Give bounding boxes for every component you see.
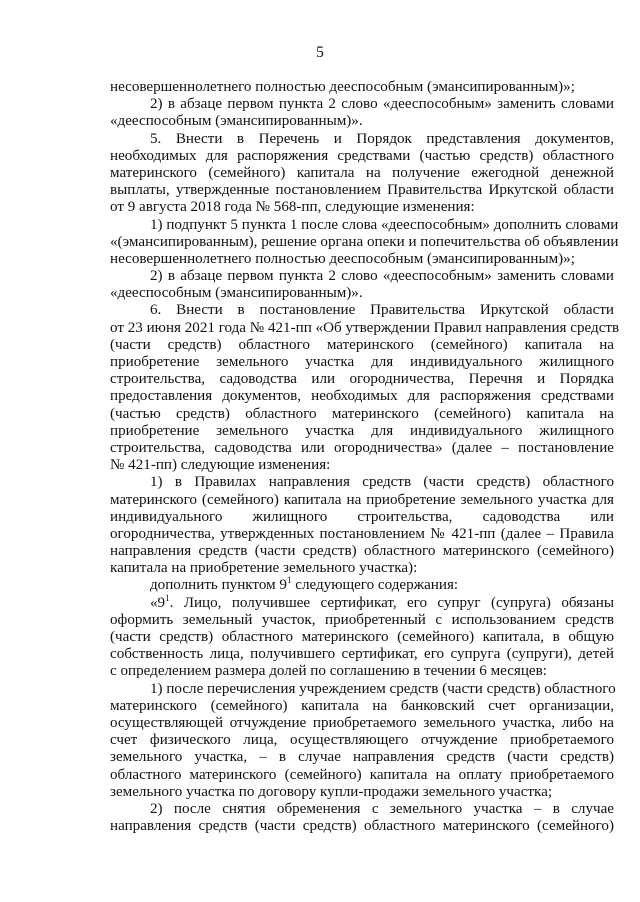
text-line [110,767,614,784]
text-line-content: предоставления документов, необходимых для распоряжения средствами [110,388,614,405]
text-line-content: несовершеннолетнего полностью дееспособным (эмансипированным)»; [110,79,575,95]
text-line [110,182,614,199]
text-line-content: необходимых для распоряжения средствами (частью средств) областного [110,147,614,164]
text-line [110,492,614,509]
text-line [110,113,614,130]
text-line [110,216,619,234]
text-line [110,302,614,319]
text-line-content: индивидуального жилищного строительства, садоводства или [110,508,614,525]
text-line [110,646,614,663]
text-line-content: (части средств) областного материнского (семейного) капитала, в общую [110,629,614,645]
text-line [110,406,614,423]
text-line-content: приобретение земельного участка для индивидуального жилищного [110,422,614,439]
text-line [110,577,614,594]
text-line-content: строительства, садоводства или огородничества» (далее – постановление [110,439,614,456]
text-line [110,96,614,113]
text-line-content: земельного участка, – в случае направления средств (части средств) [110,749,614,766]
text-line [110,388,614,405]
superscript: 1 [286,575,292,586]
text-line [110,784,614,801]
text-line [110,354,614,371]
text-line-content: материнского (семейного) капитала на банковский счет организации, [110,697,614,714]
text-line-content: осуществляющей отчуждение приобретаемого земельного участка, либо на [110,714,614,731]
text-line-content: областного материнского (семейного) капитала на оплату приобретаемого [110,766,614,783]
text-line [110,801,614,818]
text-line-content: приобретение земельного участка для индивидуального жилищного [110,354,614,370]
text-line-content: (части средств) областного материнского (семейного) капитала на [110,336,614,353]
text-line [110,592,614,612]
text-line-content: 1) подпункт 5 пункта 1 после слова «дееспособным» дополнить словами [150,216,619,233]
text-line [110,79,614,96]
text-line [110,749,614,766]
text-line-content: «(эмансипированным), решение органа опеки и попечительства об объявлении [110,233,619,250]
text-line-continuation: . Лицо, получившее сертификат, его супруг (супруга) обязаны [169,594,614,611]
text-line [110,199,614,216]
text-line-content: от 23 июня 2021 года № 421-пп «Об утверждении Правил направления средств [110,319,620,336]
text-line-content: капитала на приобретение земельного участка): [110,560,418,577]
text-line [110,337,614,354]
text-line [110,543,614,560]
text-line [110,371,614,388]
text-line [110,663,614,680]
text-line-content: материнского (семейного) капитала на приобретение земельного участка для [110,491,614,508]
text-line [110,629,614,646]
text-line-content: дополнить пунктом 9 [150,577,287,594]
text-line-content: 2) после снятия обременения с земельного участка – в случае [150,800,614,817]
text-line-content: от 9 августа 2018 года № 568-пп, следующие изменения: [110,199,475,216]
text-line [110,457,614,474]
text-line-content: «дееспособным (эмансипированным)». [110,113,363,130]
text-line-content: «дееспособным (эмансипированным)». [110,285,363,302]
text-line [110,131,614,148]
text-line [110,285,614,302]
text-line-content: строительства, садоводства или огородничества, Перечня и Порядка [110,371,614,388]
text-line [110,681,614,698]
text-line-content: направления средств (части средств) областного материнского (семейного) [110,818,614,835]
text-line-content: № 421-пп) следующие изменения: [110,457,331,474]
text-line-content: оформить земельный участок, приобретенный с использованием средств [110,611,614,628]
page-number: 5 [316,44,324,61]
text-line [110,148,614,165]
text-line [110,233,619,251]
text-line-content: 2) в абзаце первом пункта 2 слово «дееспособным» заменить словами [150,268,614,285]
text-line [110,268,614,285]
text-line-content: 5. Внести в Перечень и Порядок представления документов, [150,130,614,147]
text-line-content: собственность лица, получившего сертификат, его супруга (супруги), детей [110,646,614,663]
text-line-content: с определением размера долей по соглашению в течении 6 месяцев: [110,663,547,680]
text-line [110,732,614,749]
text-line-content: счет физического лица, осуществляющего отчуждение приобретаемого [110,732,614,749]
text-line [110,509,614,526]
text-line-content: несовершеннолетнего полностью дееспособным (эмансипированным)»; [110,250,575,267]
text-line [110,560,614,577]
text-line [110,319,620,337]
text-line-content: огородничества, утвержденных постановлением № 421-пп (далее – Правила [110,525,614,542]
text-line [110,818,614,835]
text-line-content: 1) в Правилах направления средств (части средств) областного [150,474,614,491]
superscript: 1 [165,592,170,603]
text-line [110,526,614,543]
text-line [110,612,614,629]
text-line-content: направления средств (части средств) областного материнского (семейного) [110,543,614,560]
text-line-content: «9 [150,594,166,611]
text-line-continuation: следующего содержания: [291,577,459,594]
text-line [110,698,614,715]
text-line [110,251,614,268]
text-line-content: 2) в абзаце первом пункта 2 слово «дееспособным» заменить словами [150,96,614,113]
text-line [110,715,614,732]
text-line [110,165,614,182]
text-line [110,423,614,440]
text-line [110,440,614,457]
text-line-content: (частью средств) областного материнского (семейного) капитала на [110,405,614,422]
document-body [110,79,620,835]
text-line-content: материнского (семейного) капитала на получение ежегодной денежной [110,164,614,181]
text-line-content: выплаты, утвержденные постановлением Правительства Иркутской области [110,182,614,199]
text-line-content: 6. Внести в постановление Правительства Иркутской области [150,302,614,319]
text-line [110,474,614,491]
text-line-content: земельного участка по договору купли-продажи земельного участка; [110,783,553,800]
text-line-content: 1) после перечисления учреждением средств (части средств) областного [150,680,616,697]
